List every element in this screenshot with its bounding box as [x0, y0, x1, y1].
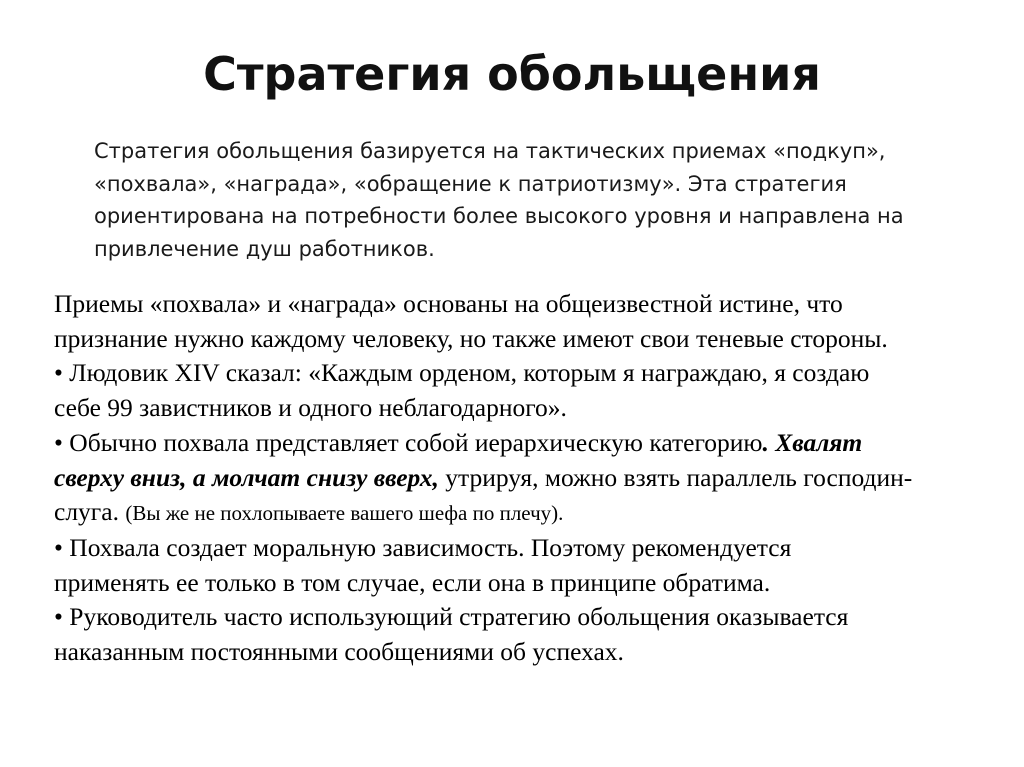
emphasis-text: сверху вниз, а молчат снизу вверх,: [54, 462, 439, 492]
body-line: Приемы «похвала» и «награда» основаны на общеизвестной истине, что: [54, 289, 843, 318]
intro-paragraph: [94, 135, 974, 265]
body-line: [54, 495, 1014, 531]
body-text-segment: утрируя, можно взять параллель господин-: [438, 462, 913, 492]
body-line: [54, 461, 1014, 496]
body-line: себе 99 завистников и одного неблагодарного».: [54, 393, 567, 423]
body-text-segment: • Обычно похвала представляет собой иерархическую категорию: [54, 427, 763, 457]
aside-text: (Вы же не похлопываете вашего шефа по плечу).: [125, 501, 564, 526]
body-line: наказанным постоянными сообщениями об успехах.: [54, 637, 624, 667]
body-text-segment: слуга.: [54, 497, 126, 527]
body-line: [54, 426, 1014, 461]
body-line: применять ее только в том случае, если она в принципе обратима.: [54, 567, 771, 597]
slide-title: Стратегия обольщения: [203, 47, 821, 101]
intro-line: ориентирована на потребности более высокого уровня и направлена на: [94, 204, 904, 228]
intro-line: привлечение душ работников.: [94, 236, 435, 261]
intro-line: «похвала», «награда», «обращение к патриотизму». Эта стратегия: [94, 171, 847, 196]
body-line: • Людовик XIV сказал: «Каждым орденом, которым я награждаю, я создаю: [54, 358, 870, 388]
intro-line: Стратегия обольщения базируется на тактических приемах «подкуп»,: [94, 139, 886, 163]
emphasis-text: . Хвалят: [762, 427, 863, 457]
body-line: • Похвала создает моральную зависимость. Поэтому рекомендуется: [54, 532, 792, 562]
body-line: признание нужно каждому человеку, но также имеют свои теневые стороны.: [54, 323, 888, 353]
body-text: [54, 287, 1014, 670]
body-line: • Руководитель часто использующий стратегию обольщения оказывается: [54, 602, 849, 632]
